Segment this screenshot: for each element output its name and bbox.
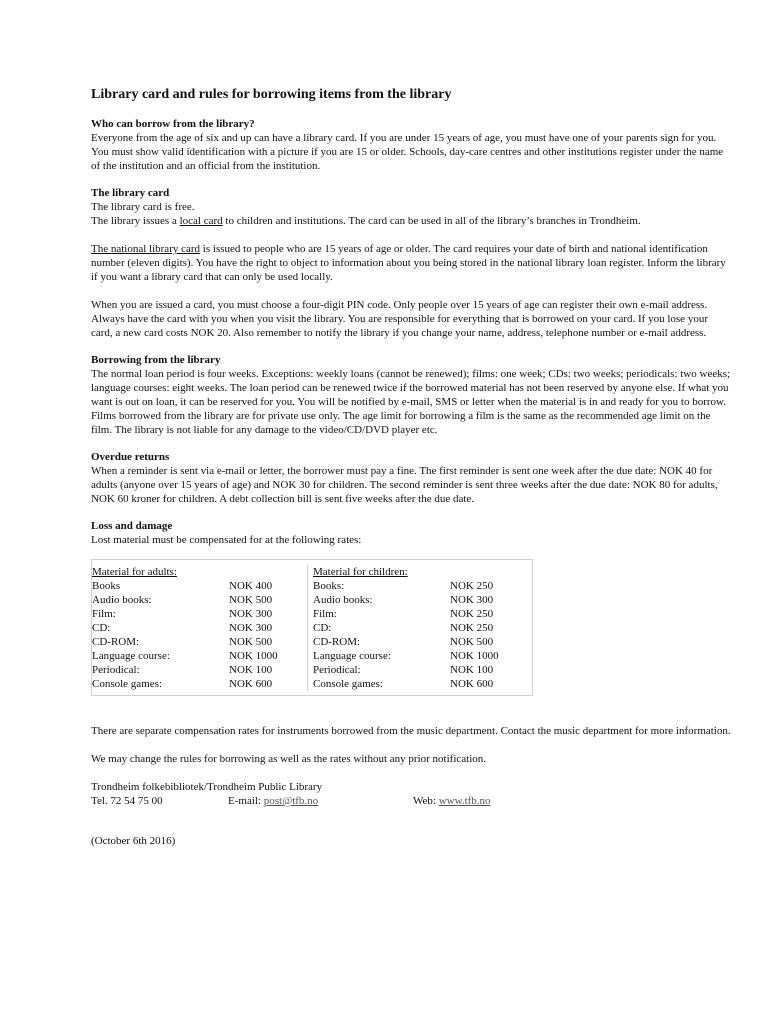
national-card-section [91,242,731,284]
material-name: Books [92,580,121,592]
library-name: Trondheim folkebibliotek/Trondheim Public Library [91,781,323,793]
web-link[interactable]: www.tfb.no [438,795,491,807]
material-price: NOK 600 [450,678,494,690]
pin-text: When you are issued a card, you must choose a four-digit PIN code. Only people over 15 years of age can register their own e-mail address. Always have the card with you when you visit the library. You are responsible for everything that is borrowed on your card. If you lose your card, a new card costs NOK 20. Also remember to notify the library if you change your name, address, telephone number or e-mail address. [91,299,708,339]
material-price: NOK 250 [450,580,494,592]
material-price: NOK 500 [229,636,273,648]
borrowing-heading: Borrowing from the library [91,354,221,366]
material-name: CD: [313,622,332,634]
material-price: NOK 500 [229,594,273,606]
national-card-link[interactable]: The national library card [91,243,201,255]
material-name: Language course: [313,650,391,662]
material-name: Language course: [92,650,170,662]
email-link[interactable]: post@tfb.no [263,795,319,807]
change-section [91,752,731,766]
rates-table [91,559,533,696]
card-section [91,186,731,228]
material-name: Periodical: [92,664,140,676]
material-name: Books: [313,580,345,592]
material-price: NOK 300 [450,594,494,606]
rate-row [92,677,307,691]
material-price: NOK 100 [450,664,494,676]
material-name: Console games: [92,678,162,690]
who-section [91,117,731,173]
children-column [307,565,528,691]
loss-section [91,519,731,547]
document-date: (October 6th 2016) [91,835,176,847]
material-name: CD: [92,622,111,634]
overdue-heading: Overdue returns [91,451,170,463]
material-price: NOK 1000 [450,650,499,662]
material-price: NOK 500 [450,636,494,648]
adults-title: Material for adults: [92,566,177,578]
rate-row [313,649,528,663]
card-heading: The library card [91,187,170,199]
material-price: NOK 250 [450,608,494,620]
rate-row [313,677,528,691]
rate-row [92,607,307,621]
web-contact: Web: www.tfb.no [413,795,491,807]
rate-row [92,649,307,663]
material-name: Console games: [313,678,383,690]
card-free-text: The library card is free. [91,201,195,213]
contact-line [91,794,731,808]
material-name: Audio books: [92,594,152,606]
rate-row [313,635,528,649]
material-price: NOK 100 [229,664,273,676]
footer [91,780,731,808]
card-local-text: The library issues a local card to children and institutions. The card can be used in all of the library’s branches in Trondheim. [91,215,641,227]
material-name: Film: [313,608,337,620]
material-name: CD-ROM: [313,636,361,648]
national-card-text: The national library card is issued to people who are 15 years of age or older. The card requires your date of birth and national identification number (eleven digits). You have the right to object to information about you being stored in the national library loan register. Inform the library if you want a library card that can only be used locally. [91,243,726,283]
local-card-link[interactable]: local card [179,215,223,227]
children-title: Material for children: [313,566,408,578]
material-price: NOK 600 [229,678,273,690]
rate-row [313,621,528,635]
loss-text: Lost material must be compensated for at the following rates: [91,534,362,546]
material-price: NOK 400 [229,580,273,592]
material-name: Periodical: [313,664,361,676]
material-name: Audio books: [313,594,373,606]
adults-column [92,565,307,691]
pin-section [91,298,731,340]
change-text: We may change the rules for borrowing as well as the rates without any prior notification. [91,753,486,765]
who-heading: Who can borrow from the library? [91,118,255,130]
overdue-section [91,450,731,506]
instruments-section [91,724,731,738]
material-price: NOK 300 [229,608,273,620]
phone-number: Tel. 72 54 75 00 [91,795,163,807]
rate-row [92,635,307,649]
material-price: NOK 250 [450,622,494,634]
material-name: Film: [92,608,116,620]
loss-heading: Loss and damage [91,520,173,532]
rate-row [92,663,307,677]
material-price: NOK 300 [229,622,273,634]
rate-row [92,621,307,635]
rate-row [313,607,528,621]
rate-row [313,593,528,607]
borrowing-section [91,353,731,437]
page-title: Library card and rules for borrowing items from the library [91,87,452,102]
material-price: NOK 1000 [229,650,278,662]
rate-row [92,593,307,607]
overdue-text: When a reminder is sent via e-mail or letter, the borrower must pay a fine. The first reminder is sent one week after the due date: NOK 40 for adults (anyone over 15 years of age) and NOK 30 for children. The second reminder is sent three weeks after the due date: NOK 80 for adults, NOK 60 kroner for children. A debt collection bill is sent five weeks after the due date. [91,465,718,505]
rate-row [313,579,528,593]
instruments-text: There are separate compensation rates for instruments borrowed from the music department. Contact the music department for more information. [91,725,731,737]
material-name: CD-ROM: [92,636,140,648]
email-contact: E-mail: post@tfb.no [228,795,319,807]
borrowing-text: The normal loan period is four weeks. Exceptions: weekly loans (cannot be renewed); films: one week; CDs: two weeks; periodicals: two weeks; language courses: eight weeks. The loan period can be renewed twice if the borrowed material has not been reserved by anyone else. If what you want is out on loan, it can be reserved for you. You will be notified by e-mail, SMS or letter when the material is in and ready for you to borrow. Films borrowed from the library are for private use only. The age limit for borrowing a film is the same as the recommended age limit on the film. The library is not liable for any damage to the video/CD/DVD player etc. [91,368,731,436]
who-text: Everyone from the age of six and up can have a library card. If you are under 15 years of age, you must have one of your parents sign for you. You must show valid identification with a picture if you are 15 or older. Schools, day-care centres and other institutions register under the name of the institution and an official from the institution. [91,132,724,172]
document [91,86,731,848]
rate-row [92,579,307,593]
rate-row [313,663,528,677]
